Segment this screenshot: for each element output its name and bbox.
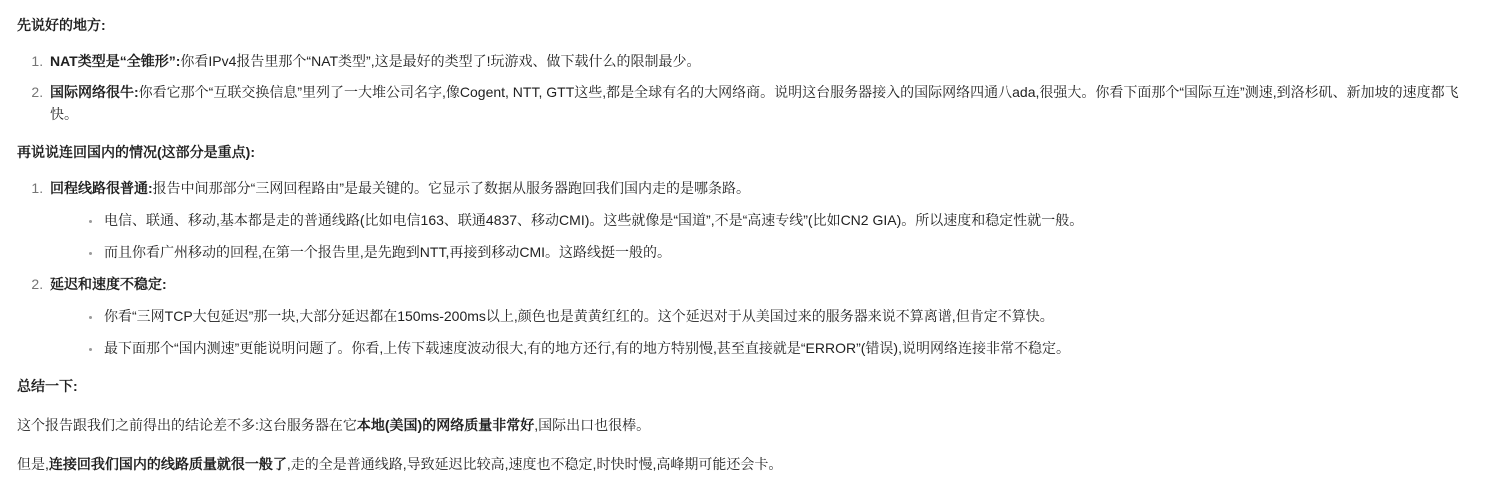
paragraph-text: 但是, <box>17 456 49 472</box>
good-points-list <box>17 50 1486 125</box>
paragraph-strong: 连接回我们国内的线路质量就很一般了 <box>48 456 287 472</box>
latency-sublist <box>50 305 1486 359</box>
list-item-return-route <box>47 177 1486 263</box>
list-item-strong: 国际网络很牛: <box>50 84 139 100</box>
return-route-sublist <box>50 209 1486 263</box>
domestic-list <box>17 177 1486 359</box>
list-item-text: 你看IPv4报告里那个“NAT类型”,这是最好的类型了!玩游戏、做下载什么的限制最少。 <box>180 53 701 69</box>
section-heading-good-points: 先说好的地方: <box>17 17 106 33</box>
paragraph-text: ,国际出口也很棒。 <box>534 417 651 433</box>
list-item-international-network <box>47 81 1486 125</box>
paragraph-text: 这个报告跟我们之前得出的结论差不多:这台服务器在它 <box>17 417 357 433</box>
list-item-text: 报告中间那部分“三网回程路由”是最关键的。它显示了数据从服务器跑回我们国内走的是哪条路。 <box>152 180 750 196</box>
list-item-latency-unstable <box>47 273 1486 359</box>
paragraph-strong: 本地(美国)的网络质量非常好 <box>356 417 535 433</box>
sub-list-item-ordinary-lines: • 电信、联通、移动,基本都是走的普通线路(比如电信163、联通4837、移动CMI)。这些就像是“国道”,不是“高速专线”(比如CN2 GIA)。所以速度和稳定性就一般。 <box>102 209 1486 231</box>
sub-list-item-guangzhou-mobile: • 而且你看广州移动的回程,在第一个报告里,是先跑到NTT,再接到移动CMI。这路线挺一般的。 <box>102 241 1486 263</box>
section-heading-summary: 总结一下: <box>17 378 78 394</box>
summary-paragraph-1 <box>17 414 1486 436</box>
list-item-strong: 回程线路很普通: <box>50 180 153 196</box>
list-item-strong: 延迟和速度不稳定: <box>50 276 167 292</box>
list-item-text: 你看它那个“互联交换信息”里列了一大堆公司名字,像Cogent, NTT, GTT这些,都是全球有名的大网络商。说明这台服务器接入的国际网络四通八ada,很强大。你看下面那个“国际互连”测速,到洛杉矶、新加坡的速度都飞快。 <box>50 84 1459 122</box>
section-heading-domestic: 再说说连回国内的情况(这部分是重点): <box>17 144 255 160</box>
sub-list-item-tcp-latency: • 你看“三网TCP大包延迟”那一块,大部分延迟都在150ms-200ms以上,颜色也是黄黄红红的。这个延迟对于从美国过来的服务器来说不算离谱,但肯定不算快。 <box>102 305 1486 327</box>
sub-list-item-domestic-speedtest: • 最下面那个“国内测速”更能说明问题了。你看,上传下载速度波动很大,有的地方还行,有的地方特别慢,甚至直接就是“ERROR”(错误),说明网络连接非常不稳定。 <box>102 337 1486 359</box>
paragraph-text: ,走的全是普通线路,导致延迟比较高,速度也不稳定,时快时慢,高峰期可能还会卡。 <box>286 456 783 472</box>
list-item-nat-type <box>47 50 1486 72</box>
summary-paragraph-2 <box>17 453 1486 475</box>
list-item-strong: NAT类型是“全锥形”: <box>50 53 181 69</box>
